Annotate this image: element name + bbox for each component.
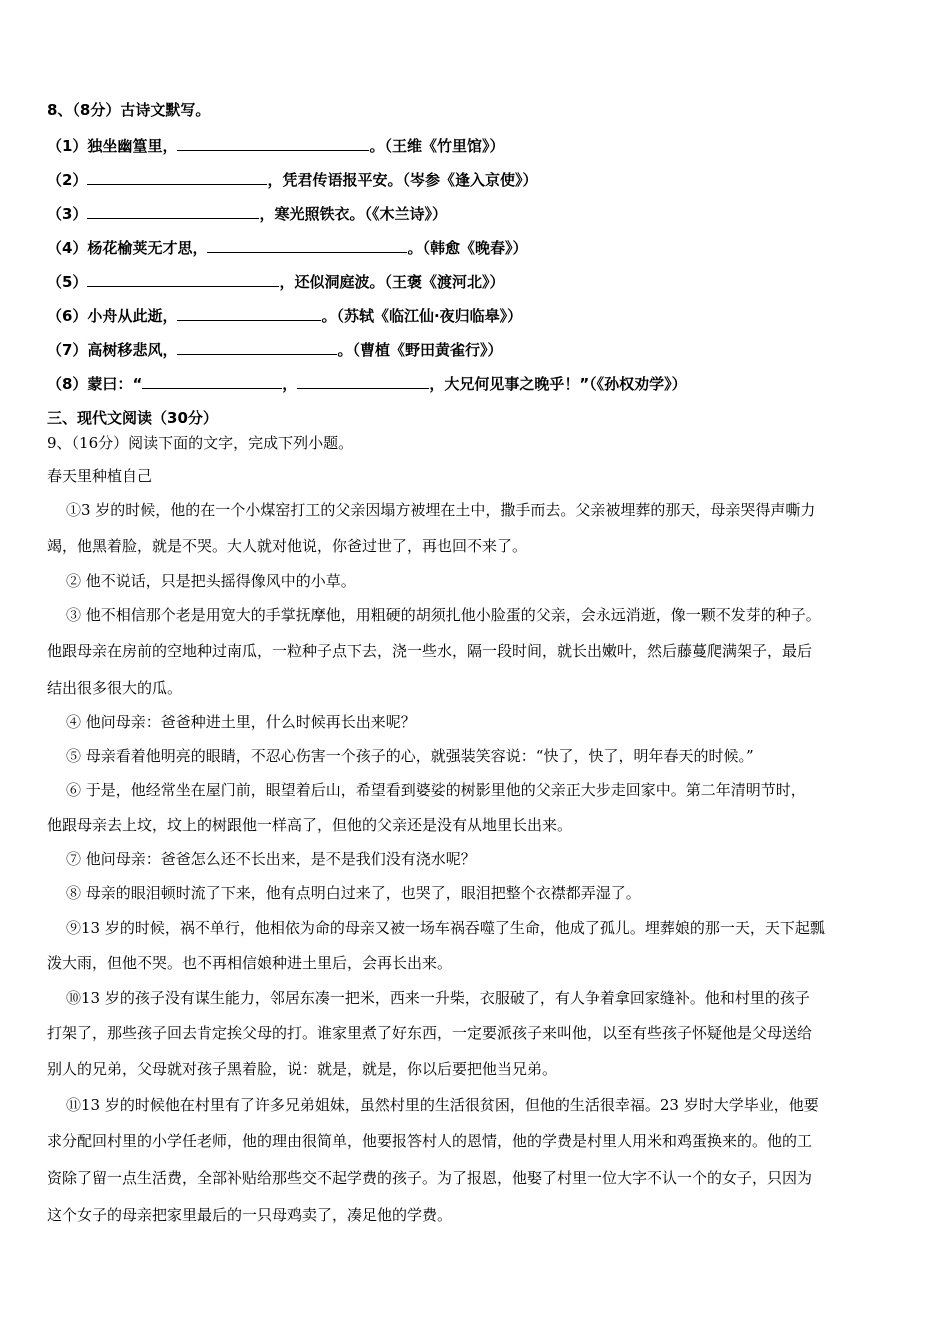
item-prefix: （7）高树移悲风， bbox=[47, 341, 178, 359]
answer-blank[interactable] bbox=[297, 373, 429, 389]
answer-blank[interactable] bbox=[177, 135, 369, 151]
article-line: 泼大雨，但他不哭。也不再相信娘种进土里后，会再长出来。 bbox=[47, 954, 453, 972]
item-suffix: 。（曹植《野田黄雀行》） bbox=[337, 341, 503, 359]
article-line: ⑦ 他问母亲：爸爸怎么还不长出来，是不是我们没有浇水呢？ bbox=[66, 850, 476, 868]
question-8-item-3 bbox=[47, 203, 447, 224]
item-suffix: 。（王维《竹里馆》） bbox=[369, 137, 505, 155]
item-suffix: ，寒光照铁衣。（《木兰诗》） bbox=[259, 205, 447, 223]
section-3-title: 三、现代文阅读（30分） bbox=[47, 409, 218, 427]
question-8-item-7 bbox=[47, 339, 502, 360]
answer-blank[interactable] bbox=[87, 169, 267, 185]
item-prefix: （8）蒙曰：“ bbox=[47, 375, 143, 393]
article-title: 春天里种植自己 bbox=[47, 467, 153, 485]
question-8-heading: 8、（8分）古诗文默写。 bbox=[47, 101, 211, 119]
question-8-item-5 bbox=[47, 271, 504, 292]
answer-blank[interactable] bbox=[177, 339, 337, 355]
item-middle: ， bbox=[282, 375, 298, 393]
question-9-heading: 9、（16分）阅读下面的文字，完成下列小题。 bbox=[47, 434, 354, 452]
item-prefix: （5） bbox=[47, 273, 88, 291]
article-line: 别人的兄弟，父母就对孩子黑着脸，说：就是，就是，你以后要把他当兄弟。 bbox=[47, 1060, 558, 1078]
article-line: ①3 岁的时候，他的在一个小煤窑打工的父亲因塌方被埋在土中，撒手而去。父亲被埋葬的那天，母亲哭得声嘶力 bbox=[66, 501, 816, 519]
article-line: 求分配回村里的小学任老师，他的理由很简单，他要报答村人的恩情，他的学费是村里人用米和鸡蛋换来的。他的工 bbox=[47, 1132, 813, 1150]
article-line: 他跟母亲在房前的空地种过南瓜，一粒种子点下去，浇一些水，隔一段时间，就长出嫩叶，然后藤蔓爬满架子，最后 bbox=[47, 642, 813, 660]
article-line: ⑨13 岁的时候，祸不单行，他相依为命的母亲又被一场车祸吞噬了生命，他成了孤儿。埋葬娘的那一天，天下起瓢 bbox=[66, 919, 825, 937]
article-line: 他跟母亲去上坟，坟上的树跟他一样高了，但他的父亲还是没有从地里长出来。 bbox=[47, 816, 573, 834]
article-line: ⑩13 岁的孩子没有谋生能力，邻居东凑一把米，西来一升柴，衣服破了，有人争着拿回家缝补。他和村里的孩子 bbox=[66, 989, 810, 1007]
item-prefix: （1）独坐幽篁里， bbox=[47, 137, 178, 155]
question-8-item-1 bbox=[47, 135, 504, 156]
item-suffix: 。（苏轼《临江仙·夜归临皋》） bbox=[321, 307, 523, 325]
article-line: ③ 他不相信那个老是用宽大的手掌抚摩他，用粗硬的胡须扎他小脸蛋的父亲，会永远消逝，像一颗不发芽的种子。 bbox=[66, 606, 821, 624]
article-line: 打架了，那些孩子回去肯定挨父母的打。谁家里煮了好东西，一定要派孩子来叫他，以至有些孩子怀疑他是父母送给 bbox=[47, 1024, 813, 1042]
article-line: ⑪13 岁的时候他在村里有了许多兄弟姐妹，虽然村里的生活很贫困，但他的生活很幸福。23 岁时大学毕业，他要 bbox=[66, 1096, 819, 1114]
item-prefix: （4）杨花榆荚无才思， bbox=[47, 239, 208, 257]
item-prefix: （3） bbox=[47, 205, 88, 223]
answer-blank[interactable] bbox=[207, 237, 407, 253]
answer-blank[interactable] bbox=[177, 305, 321, 321]
article-line: ⑤ 母亲看着他明亮的眼睛，不忍心伤害一个孩子的心，就强装笑容说：“快了，快了，明年春天的时候。” bbox=[66, 747, 754, 765]
answer-blank[interactable] bbox=[142, 373, 282, 389]
article-line: 竭，他黑着脸，就是不哭。大人就对他说，你爸过世了，再也回不来了。 bbox=[47, 537, 528, 555]
answer-blank[interactable] bbox=[87, 271, 279, 287]
item-suffix: ，大兄何见事之晚乎！”（《孙权劝学》） bbox=[429, 375, 687, 393]
item-prefix: （2） bbox=[47, 171, 88, 189]
question-8-item-4 bbox=[47, 237, 527, 258]
item-prefix: （6）小舟从此逝， bbox=[47, 307, 178, 325]
question-8-item-2 bbox=[47, 169, 537, 190]
article-line: ④ 他问母亲：爸爸种进土里，什么时候再长出来呢？ bbox=[66, 713, 416, 731]
article-line: 结出很多很大的瓜。 bbox=[47, 679, 183, 697]
item-suffix: ，还似洞庭波。（王褒《渡河北》） bbox=[279, 273, 505, 291]
article-line: ② 他不说话，只是把头摇得像风中的小草。 bbox=[66, 572, 356, 590]
answer-blank[interactable] bbox=[87, 203, 259, 219]
article-line: ⑥ 于是，他经常坐在屋门前，眼望着后山，希望看到婆娑的树影里他的父亲正大步走回家中。第二年清明节时， bbox=[66, 781, 806, 799]
article-line: 资除了留一点生活费，全部补贴给那些交不起学费的孩子。为了报恩，他娶了村里一位大字不认一个的女子，只因为 bbox=[47, 1169, 813, 1187]
article-line: ⑧ 母亲的眼泪顿时流了下来，他有点明白过来了，也哭了，眼泪把整个衣襟都弄湿了。 bbox=[66, 884, 641, 902]
question-8-item-8 bbox=[47, 373, 687, 394]
question-8-item-6 bbox=[47, 305, 522, 326]
item-suffix: 。（韩愈《晚春》） bbox=[407, 239, 528, 257]
item-suffix: ，凭君传语报平安。（岑参《逢入京使》） bbox=[267, 171, 538, 189]
article-line: 这个女子的母亲把家里最后的一只母鸡卖了，凑足他的学费。 bbox=[47, 1206, 453, 1224]
